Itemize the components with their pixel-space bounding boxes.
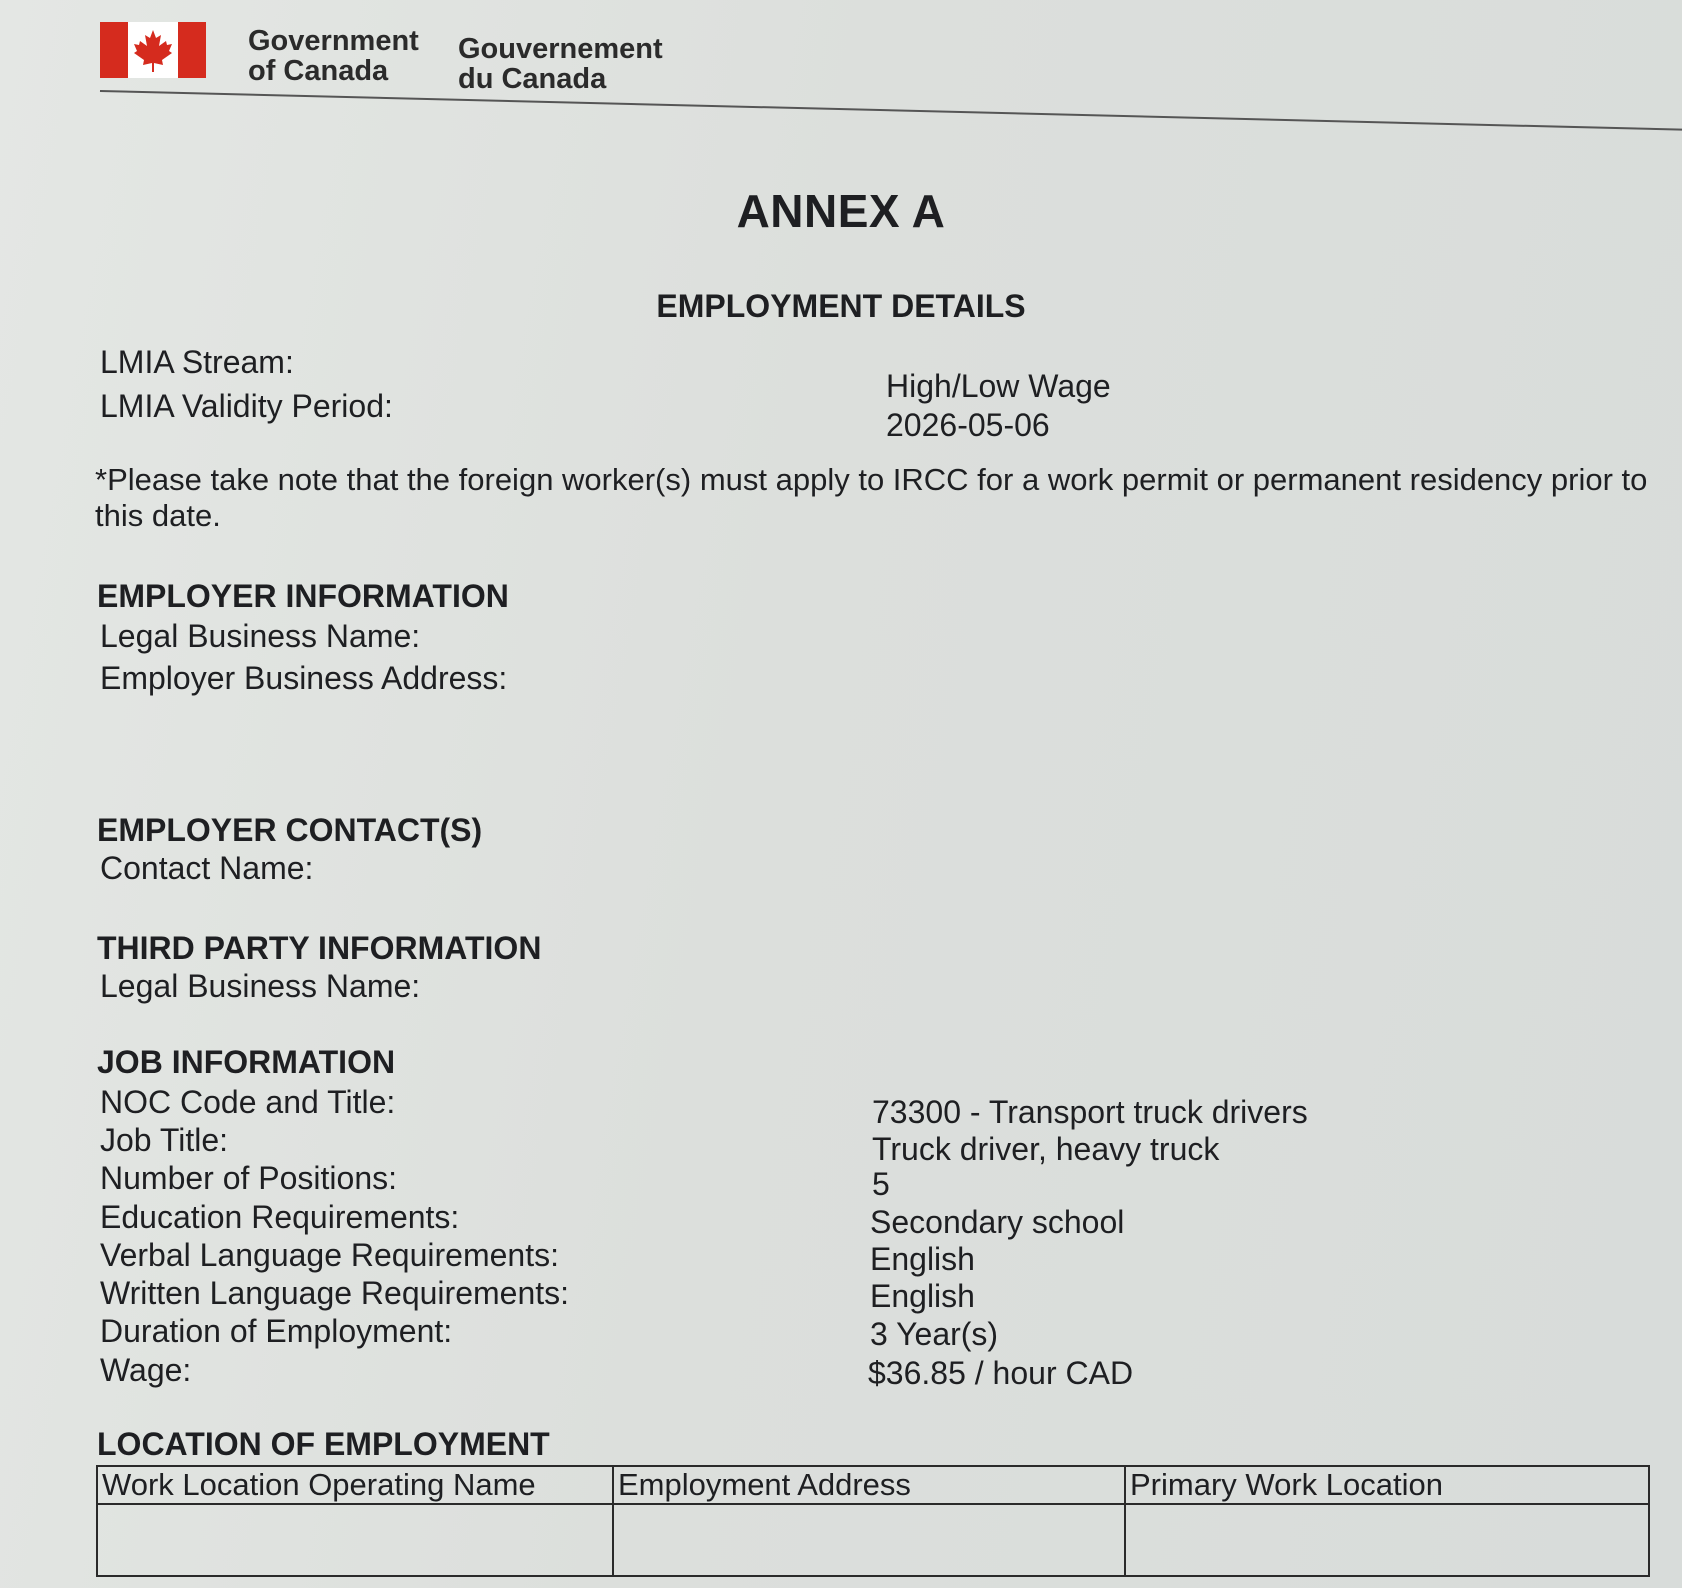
employer-contacts-heading: EMPLOYER CONTACT(S) [97, 812, 483, 848]
lmia-stream-value: High/Low Wage [886, 368, 1111, 404]
government-fr-line1: Gouvernement [458, 33, 663, 65]
lmia-stream-label: LMIA Stream: [100, 344, 294, 380]
column-header: Primary Work Location [1125, 1466, 1649, 1504]
table-cell [613, 1504, 1125, 1576]
lmia-note: *Please take note that the foreign worker(s) must apply to IRCC for a work permit or permanent residency prior to this date. [95, 462, 1648, 533]
location-heading: LOCATION OF EMPLOYMENT [97, 1426, 550, 1462]
page-title: ANNEX A [736, 185, 946, 237]
header-divider [100, 90, 1682, 131]
job-field-value: Truck driver, heavy truck [872, 1131, 1220, 1167]
government-name-english [248, 26, 419, 86]
canada-flag-icon [100, 22, 206, 78]
table-cell [1125, 1504, 1649, 1576]
government-name-french [458, 34, 663, 94]
table-cell [97, 1504, 613, 1576]
job-field-label: Verbal Language Requirements: [100, 1237, 559, 1273]
column-header: Employment Address [613, 1466, 1125, 1504]
lmia-validity-value: 2026-05-06 [886, 407, 1050, 443]
table-header-row [97, 1466, 1649, 1504]
job-field-value: $36.85 / hour CAD [868, 1355, 1134, 1391]
job-field-value: 73300 - Transport truck drivers [872, 1094, 1308, 1130]
employer-legal-name-label: Legal Business Name: [100, 618, 421, 654]
employer-information-heading: EMPLOYER INFORMATION [97, 578, 509, 614]
job-field-label: NOC Code and Title: [100, 1084, 396, 1120]
job-field-value: 3 Year(s) [870, 1316, 999, 1352]
employer-address-label: Employer Business Address: [100, 660, 508, 696]
job-field-value: 5 [872, 1166, 890, 1202]
job-information-heading: JOB INFORMATION [97, 1044, 396, 1080]
job-field-label: Number of Positions: [100, 1160, 398, 1196]
government-fr-line2: du Canada [458, 63, 607, 95]
column-header: Work Location Operating Name [97, 1466, 613, 1504]
job-field-label: Duration of Employment: [100, 1313, 453, 1349]
government-en-line1: Government [248, 25, 419, 57]
page-subtitle: EMPLOYMENT DETAILS [656, 288, 1026, 324]
table-row [97, 1504, 1649, 1576]
job-field-value: English [870, 1241, 975, 1277]
job-field-label: Job Title: [100, 1122, 229, 1158]
third-party-legal-name-label: Legal Business Name: [100, 968, 421, 1004]
lmia-validity-label: LMIA Validity Period: [100, 388, 393, 424]
government-en-line2: of Canada [248, 55, 389, 87]
job-field-label: Written Language Requirements: [100, 1275, 570, 1311]
job-field-label: Wage: [100, 1352, 192, 1388]
job-field-value: English [870, 1278, 975, 1314]
government-header [100, 18, 1682, 138]
contact-name-label: Contact Name: [100, 850, 314, 886]
job-field-label: Education Requirements: [100, 1199, 460, 1235]
job-field-value: Secondary school [870, 1204, 1125, 1240]
location-table [96, 1465, 1650, 1577]
third-party-heading: THIRD PARTY INFORMATION [97, 930, 542, 966]
